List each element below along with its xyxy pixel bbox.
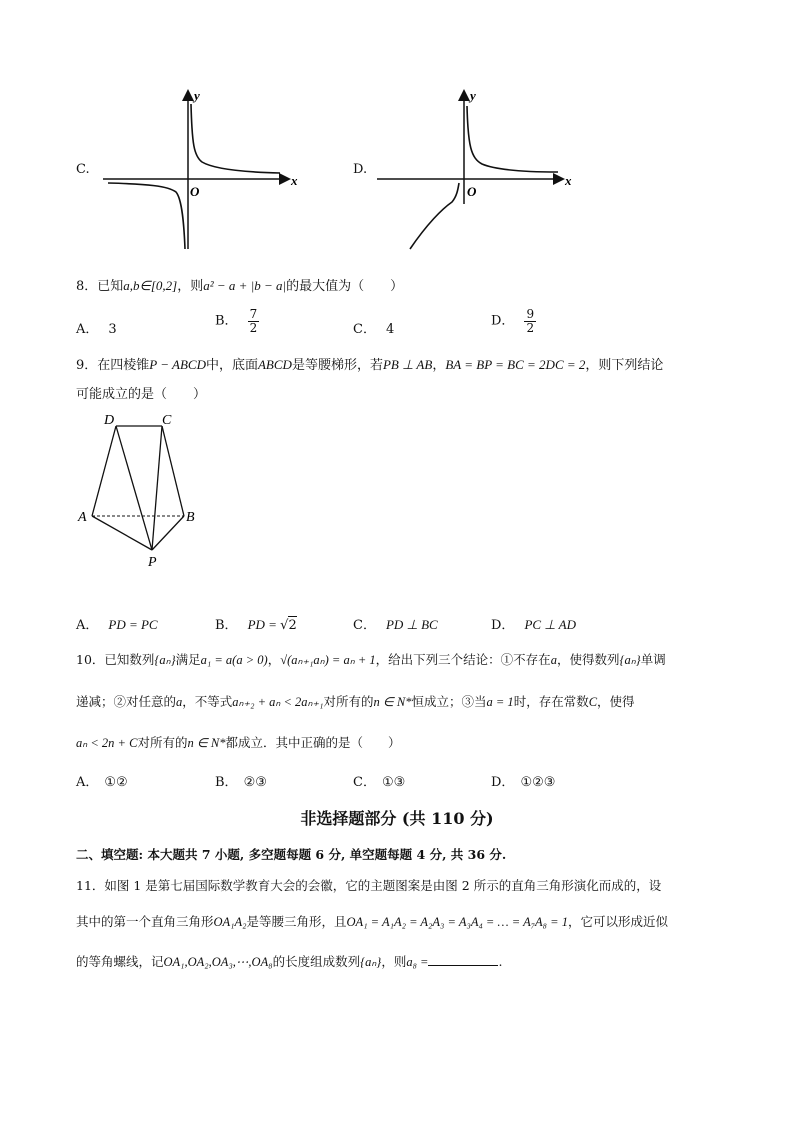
q10-text: 满足	[175, 652, 201, 667]
x-label: x	[291, 173, 298, 188]
q10-text: 单调	[640, 652, 666, 667]
q11-text: 其中的第一个直角三角形	[76, 914, 214, 929]
q11-text: .	[498, 954, 503, 969]
section2-heading: 二、填空题: 本大题共 7 小题, 多空题每题 6 分, 单空题每题 4 分, 共 36 分.	[76, 847, 507, 862]
q9-perp: PB ⊥ AB	[382, 357, 433, 372]
q11-text: ，则	[381, 954, 407, 969]
q11-chain: OA₁ = A₁A₂ = A₂A₃ = A₃A₄ = … = A₇A₈ = 1	[346, 915, 568, 929]
q10-text: 对所有的	[323, 694, 374, 709]
q9-text: 9．在四棱锥	[76, 358, 150, 373]
q11-a8: a₈ =	[406, 955, 429, 969]
denominator: 2	[526, 320, 535, 335]
option-letter: C．	[353, 618, 376, 633]
q11-triangle: OA₁A₂	[213, 915, 247, 929]
option-value: PD ⊥ BC	[385, 617, 438, 632]
q10-nset: n ∈ N*	[373, 695, 412, 709]
denominator: 2	[249, 320, 258, 335]
q10-text: ，不等式	[182, 694, 233, 709]
q10-text: 恒成立；③当	[411, 694, 487, 709]
q8-option-a[interactable]	[76, 318, 117, 337]
edge-CP	[152, 426, 162, 550]
q8-option-b[interactable]	[215, 308, 259, 334]
q10-option-a[interactable]	[76, 771, 128, 790]
question-10-line2	[76, 692, 635, 710]
vertex-A: A	[78, 510, 87, 525]
option-letter: C．	[353, 322, 376, 337]
fraction-7-2	[248, 308, 260, 334]
section-title: 非选择题部分 (共 110 分)	[300, 809, 494, 828]
origin-label: O	[190, 184, 200, 199]
option-value: ②③	[243, 775, 267, 790]
edge-BP	[152, 516, 184, 550]
q9-pyramid: P − ABCD	[149, 357, 206, 372]
option-d-label: D.	[353, 162, 368, 177]
option-value: PD = PC	[108, 617, 158, 632]
q9-text: 中，底面	[205, 358, 258, 373]
question-9-line1	[76, 354, 663, 373]
option-value: ①③	[381, 775, 406, 790]
q11-seq: {aₙ}	[360, 955, 382, 969]
numerator: 9	[526, 307, 535, 321]
edge-DP	[116, 426, 152, 550]
q10-text: 时，存在常数	[513, 694, 589, 709]
vertex-P: P	[148, 555, 157, 570]
q11-text: 的等角螺线，记	[76, 954, 164, 969]
q9-option-d[interactable]	[491, 614, 576, 633]
q9-text: ，	[432, 358, 446, 373]
q8-set: a,b∈[0,2]	[123, 278, 178, 293]
q8-option-c[interactable]	[353, 318, 394, 337]
graph-d	[372, 84, 582, 254]
answer-blank[interactable]	[428, 954, 498, 966]
option-letter: B．	[215, 618, 238, 633]
q9-option-c[interactable]	[353, 614, 438, 633]
edge-CB	[162, 426, 184, 516]
option-value: ①②③	[520, 775, 556, 790]
q8-middle: ，则	[177, 279, 204, 294]
q10-var-a: a	[176, 695, 183, 709]
q11-text: ，它可以形成近似	[567, 914, 668, 929]
graph-c	[98, 84, 308, 254]
q10-text: 都成立．其中正确的是（ ）	[225, 735, 401, 750]
vertex-B: B	[186, 510, 195, 525]
option-letter: A．	[76, 775, 99, 790]
q9-base: ABCD	[257, 357, 292, 372]
question-11-line2	[76, 912, 668, 930]
q10-text: ，	[267, 652, 281, 667]
q8-option-d[interactable]	[491, 308, 536, 334]
curve-right-branch	[191, 104, 280, 173]
q9-option-b[interactable]: B． PD = √2	[215, 617, 297, 633]
q10-a-eq: a = 1	[486, 695, 514, 709]
question-9-line2: 可能成立的是（ ）	[76, 387, 207, 402]
option-letter: B．	[215, 313, 238, 329]
q10-bound: aₙ < 2n + C	[76, 736, 138, 750]
option-c-label: C.	[76, 162, 90, 177]
q10-text: ，使得数列	[556, 652, 620, 667]
q9-text: ，则下列结论	[585, 358, 664, 373]
edge-DA	[92, 426, 116, 516]
question-10-line1	[76, 650, 666, 668]
question-11-line1: 11．如图 1 是第七届国际数学教育大会的会徽，它的主题图案是由图 2 所示的直角三角形演化而成的，设	[76, 878, 662, 893]
fraction-9-2	[524, 308, 536, 334]
curve-left-branch	[410, 183, 459, 249]
option-letter: B．	[215, 775, 238, 790]
q8-prefix: 已知	[97, 279, 124, 294]
q8-expression: a² − a + |b − a|	[203, 278, 287, 293]
option-value: PD =	[247, 617, 281, 632]
q10-text: ，使得	[597, 694, 635, 709]
option-value: 4	[385, 322, 395, 337]
q10-text: 10．已知数列	[76, 652, 155, 667]
q8-suffix: 的最大值为（ ）	[286, 279, 404, 294]
option-letter: D．	[491, 313, 515, 329]
q8-number: 8．	[76, 279, 98, 294]
option-value: ①②	[104, 775, 128, 790]
q9-equation: BA = BP = BC = 2DC = 2	[445, 357, 586, 372]
vertex-C: C	[162, 413, 172, 428]
q9-text: 是等腰梯形，若	[291, 358, 383, 373]
vertex-D: D	[104, 413, 115, 428]
q10-const-c: C	[588, 695, 598, 709]
q10-text: 对所有的	[137, 735, 188, 750]
sqrt-radicand: 2	[288, 618, 297, 633]
curve-left-branch	[108, 183, 185, 249]
option-value: 3	[108, 322, 117, 337]
q9-option-a[interactable]	[76, 614, 158, 633]
curve-right-branch	[467, 106, 558, 172]
option-letter: A．	[76, 322, 99, 337]
numerator: 7	[249, 307, 258, 321]
q11-text: 的长度组成数列	[272, 954, 361, 969]
option-value: PC ⊥ AD	[524, 617, 576, 632]
question-8	[76, 275, 403, 294]
q10-text: ，给出下列三个结论：①不存在	[375, 652, 551, 667]
q10-seq: {aₙ}	[619, 653, 641, 667]
q10-seq: {aₙ}	[154, 653, 176, 667]
q11-list: OA₁,OA₂,OA₃,⋯,OA₈	[163, 955, 273, 969]
pyramid-figure	[74, 410, 204, 570]
question-10-line3	[76, 733, 400, 751]
q10-text: 递减；②对任意的	[76, 694, 177, 709]
option-letter: C．	[353, 775, 376, 790]
option-letter: A．	[76, 618, 99, 633]
question-11-line3	[76, 952, 502, 970]
option-letter: D．	[491, 775, 515, 790]
q10-option-c[interactable]	[353, 771, 405, 790]
q10-nset: n ∈ N*	[187, 736, 226, 750]
q10-option-b[interactable]	[215, 771, 267, 790]
q10-option-d[interactable]	[491, 771, 555, 790]
q10-init: a₁ = a(a > 0)	[200, 653, 268, 667]
q10-recurrence: √(aₙ₊₁aₙ) = aₙ + 1	[280, 653, 376, 667]
q10-var-a: a	[550, 653, 557, 667]
q11-text: 是等腰三角形，且	[246, 914, 347, 929]
option-letter: D．	[491, 618, 515, 633]
y-label: y	[470, 88, 476, 103]
q10-inequality: aₙ₊₂ + aₙ < 2aₙ₊₁	[232, 695, 324, 709]
y-label: y	[194, 88, 200, 103]
origin-label: O	[467, 184, 477, 199]
x-label: x	[565, 173, 572, 188]
